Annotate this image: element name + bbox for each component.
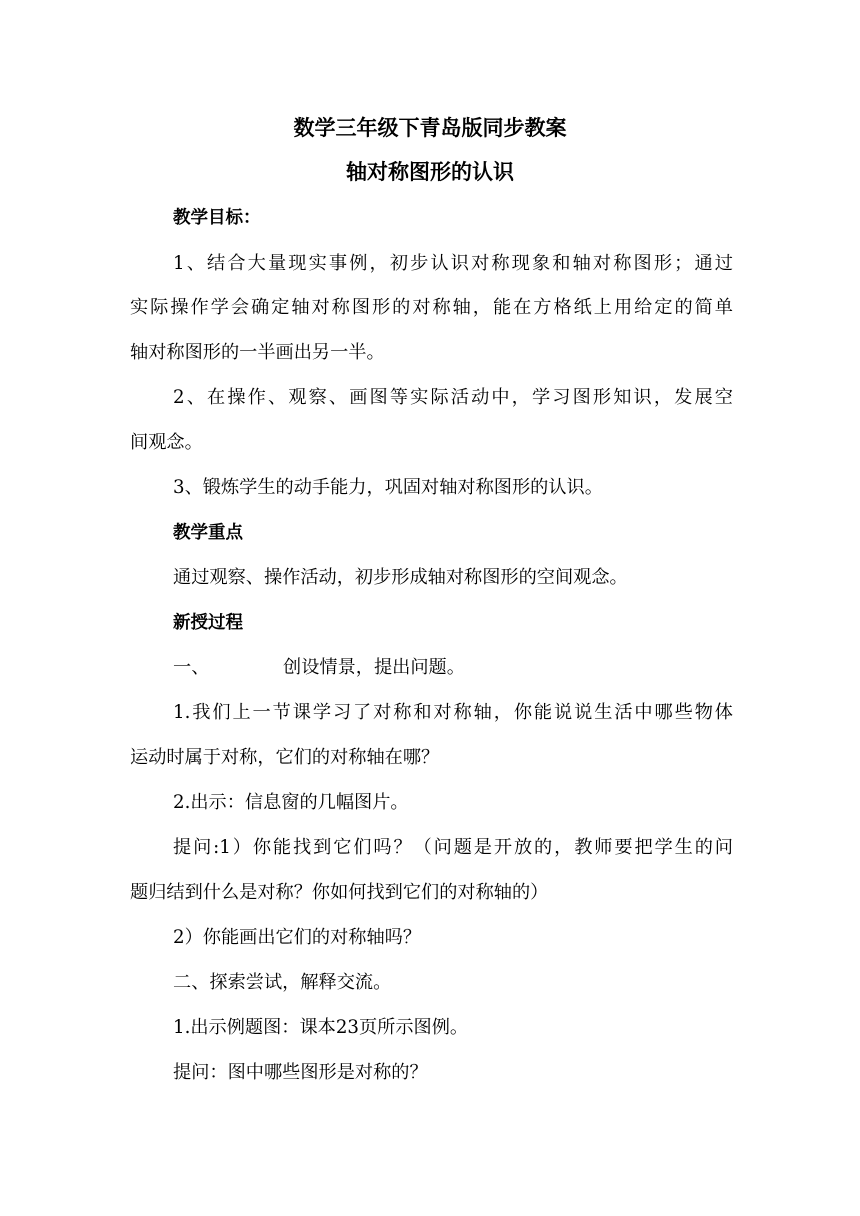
objective-2-line-1: 2、在操作、观察、画图等实际活动中，学习图形知识，发展空: [173, 387, 733, 408]
step-1-text: 创设情景，提出问题。: [283, 657, 465, 678]
objective-2-line-2: 间观念。: [130, 432, 203, 453]
question-1-line-2: 题归结到什么是对称？你如何找到它们的对称轴的）: [130, 882, 549, 903]
step-1-number: 一、: [173, 657, 210, 678]
document-subtitle: 轴对称图形的认识: [346, 160, 514, 184]
step-1-heading: [173, 653, 465, 683]
step-1-item-1-line-1: 1.我们上一节课学习了对称和对称轴，你能说说生活中哪些物体: [173, 702, 733, 723]
objective-1-line-2: 实际操作学会确定轴对称图形的对称轴，能在方格纸上用给定的简单: [130, 297, 733, 318]
objective-1-line-3: 轴对称图形的一半画出另一半。: [130, 342, 385, 363]
question-1-line-1: 提问:1）你能找到它们吗？（问题是开放的，教师要把学生的问: [173, 837, 733, 858]
document-title: 数学三年级下青岛版同步教案: [293, 116, 567, 140]
step-2-heading: 二、探索尝试，解释交流。: [173, 972, 392, 993]
step-2-question: 提问：图中哪些图形是对称的？: [173, 1062, 428, 1083]
step-1-item-2: 2.出示：信息窗的几幅图片。: [173, 792, 409, 813]
step-2-item-1: 1.出示例题图：课本23页所示图例。: [173, 1017, 469, 1038]
process-heading: 新授过程: [173, 613, 243, 633]
key-points-heading: 教学重点: [173, 523, 243, 543]
objective-1-line-1: 1、结合大量现实事例，初步认识对称现象和轴对称图形；通过: [173, 253, 733, 274]
objective-3: 3、锻炼学生的动手能力，巩固对轴对称图形的认识。: [173, 477, 603, 498]
step-1-item-1-line-2: 运动时属于对称，它们的对称轴在哪？: [130, 747, 440, 768]
key-points-text: 通过观察、操作活动，初步形成轴对称图形的空间观念。: [173, 567, 628, 588]
objectives-heading: 教学目标：: [173, 208, 261, 228]
question-2: 2）你能画出它们的对称轴吗？: [173, 927, 422, 948]
